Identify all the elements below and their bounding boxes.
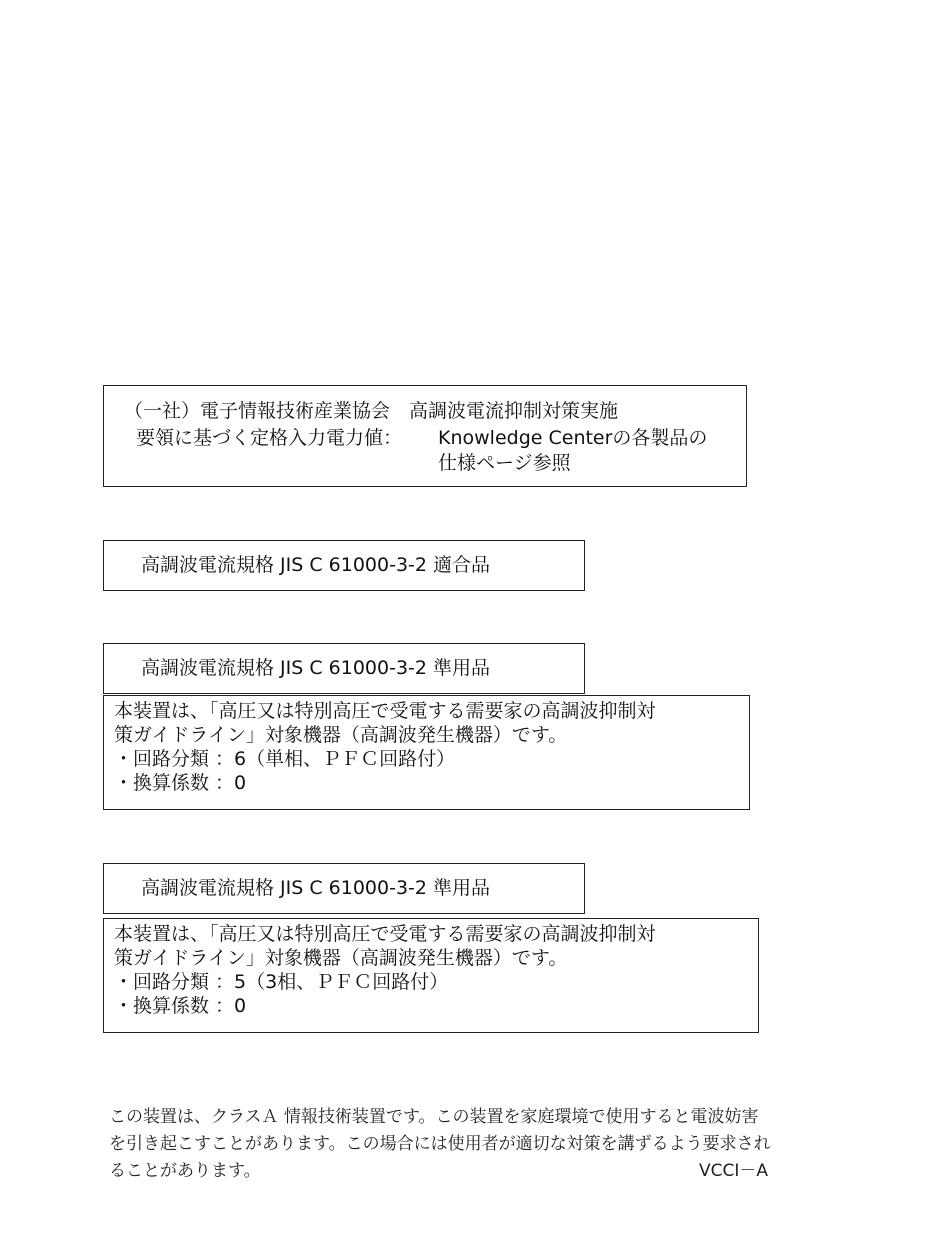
vcci-notice-line-3: ることがあります。 <box>109 1161 261 1181</box>
jeita-notice-label: 要領に基づく定格入力電力値： <box>136 427 403 449</box>
harmonic-detail-box-2 <box>103 918 759 1033</box>
jeita-notice-box <box>103 385 747 487</box>
harmonic-detail-2-circuit-class: ・回路分類 ：5（3相、ＰＦＣ回路付） <box>114 971 449 993</box>
vcci-class-mark: VCCI－A <box>699 1161 769 1181</box>
harmonic-detail-1-line-1: 本装置は、「高圧又は特別高圧で受電する需要家の高調波抑制対 <box>114 700 656 722</box>
vcci-notice-line-2: を引き起こすことがあります。この場合には使用者が適切な対策を講ずるよう要求され <box>109 1134 771 1154</box>
jeita-notice-value-line2: 仕様ページ参照 <box>438 452 571 474</box>
jeita-notice-line1: （一社）電子情報技術産業協会 高調波電流抑制対策実施 <box>124 400 619 422</box>
harmonic-detail-2-line-1: 本装置は、「高圧又は特別高圧で受電する需要家の高調波抑制対 <box>114 923 656 945</box>
vcci-notice-line-3-container <box>109 1158 829 1185</box>
vcci-notice-line-1: この装置は、クラスＡ 情報技術装置です。この装置を家庭環境で使用すると電波妨害 <box>109 1107 759 1127</box>
jeita-notice-value-line1: Knowledge Centerの各製品の <box>438 427 708 449</box>
harmonic-standard-applicable-text-2: 高調波電流規格 JIS C 61000-3-2 準用品 <box>141 877 491 899</box>
harmonic-standard-conformity-text: 高調波電流規格 JIS C 61000-3-2 適合品 <box>141 554 491 576</box>
harmonic-detail-1-circuit-class: ・回路分類 ：6（単相、ＰＦＣ回路付） <box>114 748 456 770</box>
harmonic-standard-applicable-box-1 <box>103 643 585 694</box>
vcci-notice <box>109 1104 829 1185</box>
harmonic-detail-2-conversion-factor: ・換算係数 ：0 <box>114 995 247 1017</box>
harmonic-detail-1-conversion-factor: ・換算係数 ：0 <box>114 772 247 794</box>
harmonic-detail-1-line-2: 策ガイドライン」対象機器（高調波発生機器）です。 <box>114 724 568 746</box>
harmonic-standard-applicable-text-1: 高調波電流規格 JIS C 61000-3-2 準用品 <box>141 657 491 679</box>
harmonic-detail-box-1 <box>103 695 750 810</box>
harmonic-detail-2-line-2: 策ガイドライン」対象機器（高調波発生機器）です。 <box>114 947 568 969</box>
harmonic-standard-conformity-box <box>103 540 585 591</box>
harmonic-standard-applicable-box-2 <box>103 863 585 914</box>
